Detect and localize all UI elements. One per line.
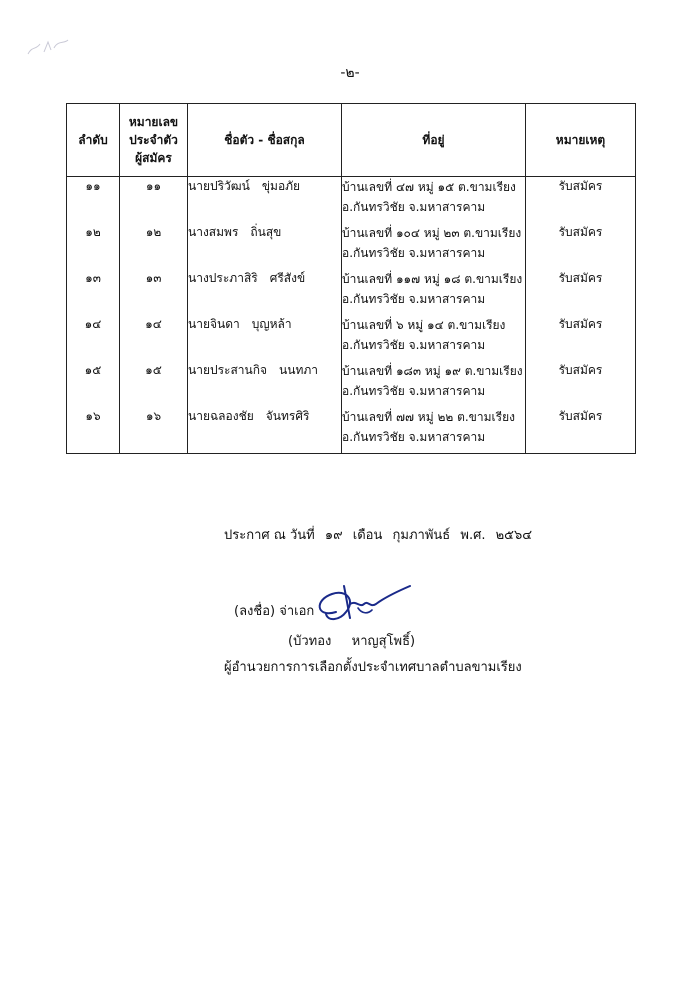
row-order: ๑๓: [67, 269, 120, 315]
table-row: [67, 269, 636, 315]
last-name: ขุ่มอภัย: [261, 179, 301, 193]
address-line1: บ้านเลขที่ ๔๗ หมู่ ๑๕ ต.ขามเรียง: [342, 180, 516, 194]
row-address: [342, 315, 526, 361]
address-line2: อ.กันทรวิชัย จ.มหาสารคาม: [342, 384, 486, 398]
row-name: [188, 177, 342, 224]
row-name: [188, 315, 342, 361]
row-name: [188, 407, 342, 454]
address-line1: บ้านเลขที่ ๑๐๔ หมู่ ๒๓ ต.ขามเรียง: [342, 226, 522, 240]
announcement-prefix: ประกาศ ณ วันที่: [224, 528, 315, 543]
row-name: [188, 361, 342, 407]
row-candidate-no: ๑๓: [120, 269, 188, 315]
header-remark: หมายเหตุ: [526, 104, 636, 177]
header-address: ที่อยู่: [342, 104, 526, 177]
address-line2: อ.กันทรวิชัย จ.มหาสารคาม: [342, 338, 486, 352]
row-candidate-no: ๑๕: [120, 361, 188, 407]
page-number: -๒-: [340, 65, 360, 81]
row-order: ๑๒: [67, 223, 120, 269]
announcement-month: กุมภาพันธ์: [392, 528, 451, 543]
first-name: นายประสานกิจ: [188, 363, 268, 377]
announcement-year: ๒๕๖๔: [495, 528, 533, 543]
address-line2: อ.กันทรวิชัย จ.มหาสารคาม: [342, 430, 486, 444]
header-order: ลำดับ: [67, 104, 120, 177]
last-name: บุญหล้า: [251, 317, 292, 331]
announcement-month-label: เดือน: [352, 528, 383, 543]
table-row: [67, 407, 636, 454]
row-candidate-no: ๑๑: [120, 177, 188, 224]
table-row: [67, 223, 636, 269]
row-remark: รับสมัคร: [526, 269, 636, 315]
first-name: นายปริวัฒน์: [188, 179, 250, 193]
row-candidate-no: ๑๔: [120, 315, 188, 361]
last-name: นนทภา: [279, 363, 319, 377]
address-line1: บ้านเลขที่ ๑๑๗ หมู่ ๑๘ ต.ขามเรียง: [342, 272, 523, 286]
row-order: ๑๑: [67, 177, 120, 224]
first-name: นางประภาสิริ: [188, 271, 258, 285]
signer-position: ผู้อำนวยการการเลือกตั้งประจำเทศบาลตำบลขามเรียง: [224, 660, 522, 675]
table-header-row: [67, 104, 636, 177]
header-candidate-no-line2: ประจำตัว: [129, 133, 178, 147]
row-address: [342, 177, 526, 224]
address-line1: บ้านเลขที่ ๖ หมู่ ๑๔ ต.ขามเรียง: [342, 318, 506, 332]
row-address: [342, 407, 526, 454]
handwritten-signature-icon: [306, 578, 416, 630]
signer-name: [288, 630, 415, 651]
signature-prefix: (ลงชื่อ) จ่าเอก: [234, 604, 315, 619]
address-line2: อ.กันทรวิชัย จ.มหาสารคาม: [342, 200, 486, 214]
address-line1: บ้านเลขที่ ๑๘๓ หมู่ ๑๙ ต.ขามเรียง: [342, 364, 523, 378]
table-row: [67, 315, 636, 361]
row-remark: รับสมัคร: [526, 223, 636, 269]
table-row: [67, 361, 636, 407]
header-candidate-no: [120, 104, 188, 177]
first-name: นายฉลองชัย: [188, 409, 254, 423]
row-address: [342, 361, 526, 407]
row-candidate-no: ๑๒: [120, 223, 188, 269]
row-name: [188, 223, 342, 269]
first-name: นายจินดา: [188, 317, 240, 331]
row-remark: รับสมัคร: [526, 407, 636, 454]
address-line1: บ้านเลขที่ ๗๗ หมู่ ๒๒ ต.ขามเรียง: [342, 410, 515, 424]
row-remark: รับสมัคร: [526, 361, 636, 407]
header-candidate-no-line3: ผู้สมัคร: [135, 151, 172, 165]
announcement-year-label: พ.ศ.: [460, 528, 486, 543]
row-order: ๑๖: [67, 407, 120, 454]
row-order: ๑๔: [67, 315, 120, 361]
candidate-table: [66, 103, 636, 454]
address-line2: อ.กันทรวิชัย จ.มหาสารคาม: [342, 246, 486, 260]
stamp-mark-icon: [24, 36, 74, 60]
row-order: ๑๕: [67, 361, 120, 407]
table-row: [67, 177, 636, 224]
row-address: [342, 223, 526, 269]
last-name: ศรีสังข์: [269, 271, 306, 285]
row-remark: รับสมัคร: [526, 315, 636, 361]
header-candidate-no-line1: หมายเลข: [128, 115, 179, 129]
last-name: ถิ่นสุข: [250, 225, 282, 239]
signer-last-name: หาญสุโพธิ์): [351, 634, 416, 649]
first-name: นางสมพร: [188, 225, 239, 239]
signer-first-name: (บัวทอง: [288, 634, 332, 649]
last-name: จันทรศิริ: [265, 409, 310, 423]
row-remark: รับสมัคร: [526, 177, 636, 224]
row-name: [188, 269, 342, 315]
announcement-day: ๑๙: [324, 528, 343, 543]
address-line2: อ.กันทรวิชัย จ.มหาสารคาม: [342, 292, 486, 306]
row-address: [342, 269, 526, 315]
announcement-date: [224, 524, 538, 545]
row-candidate-no: ๑๖: [120, 407, 188, 454]
header-name: ชื่อตัว - ชื่อสกุล: [188, 104, 342, 177]
